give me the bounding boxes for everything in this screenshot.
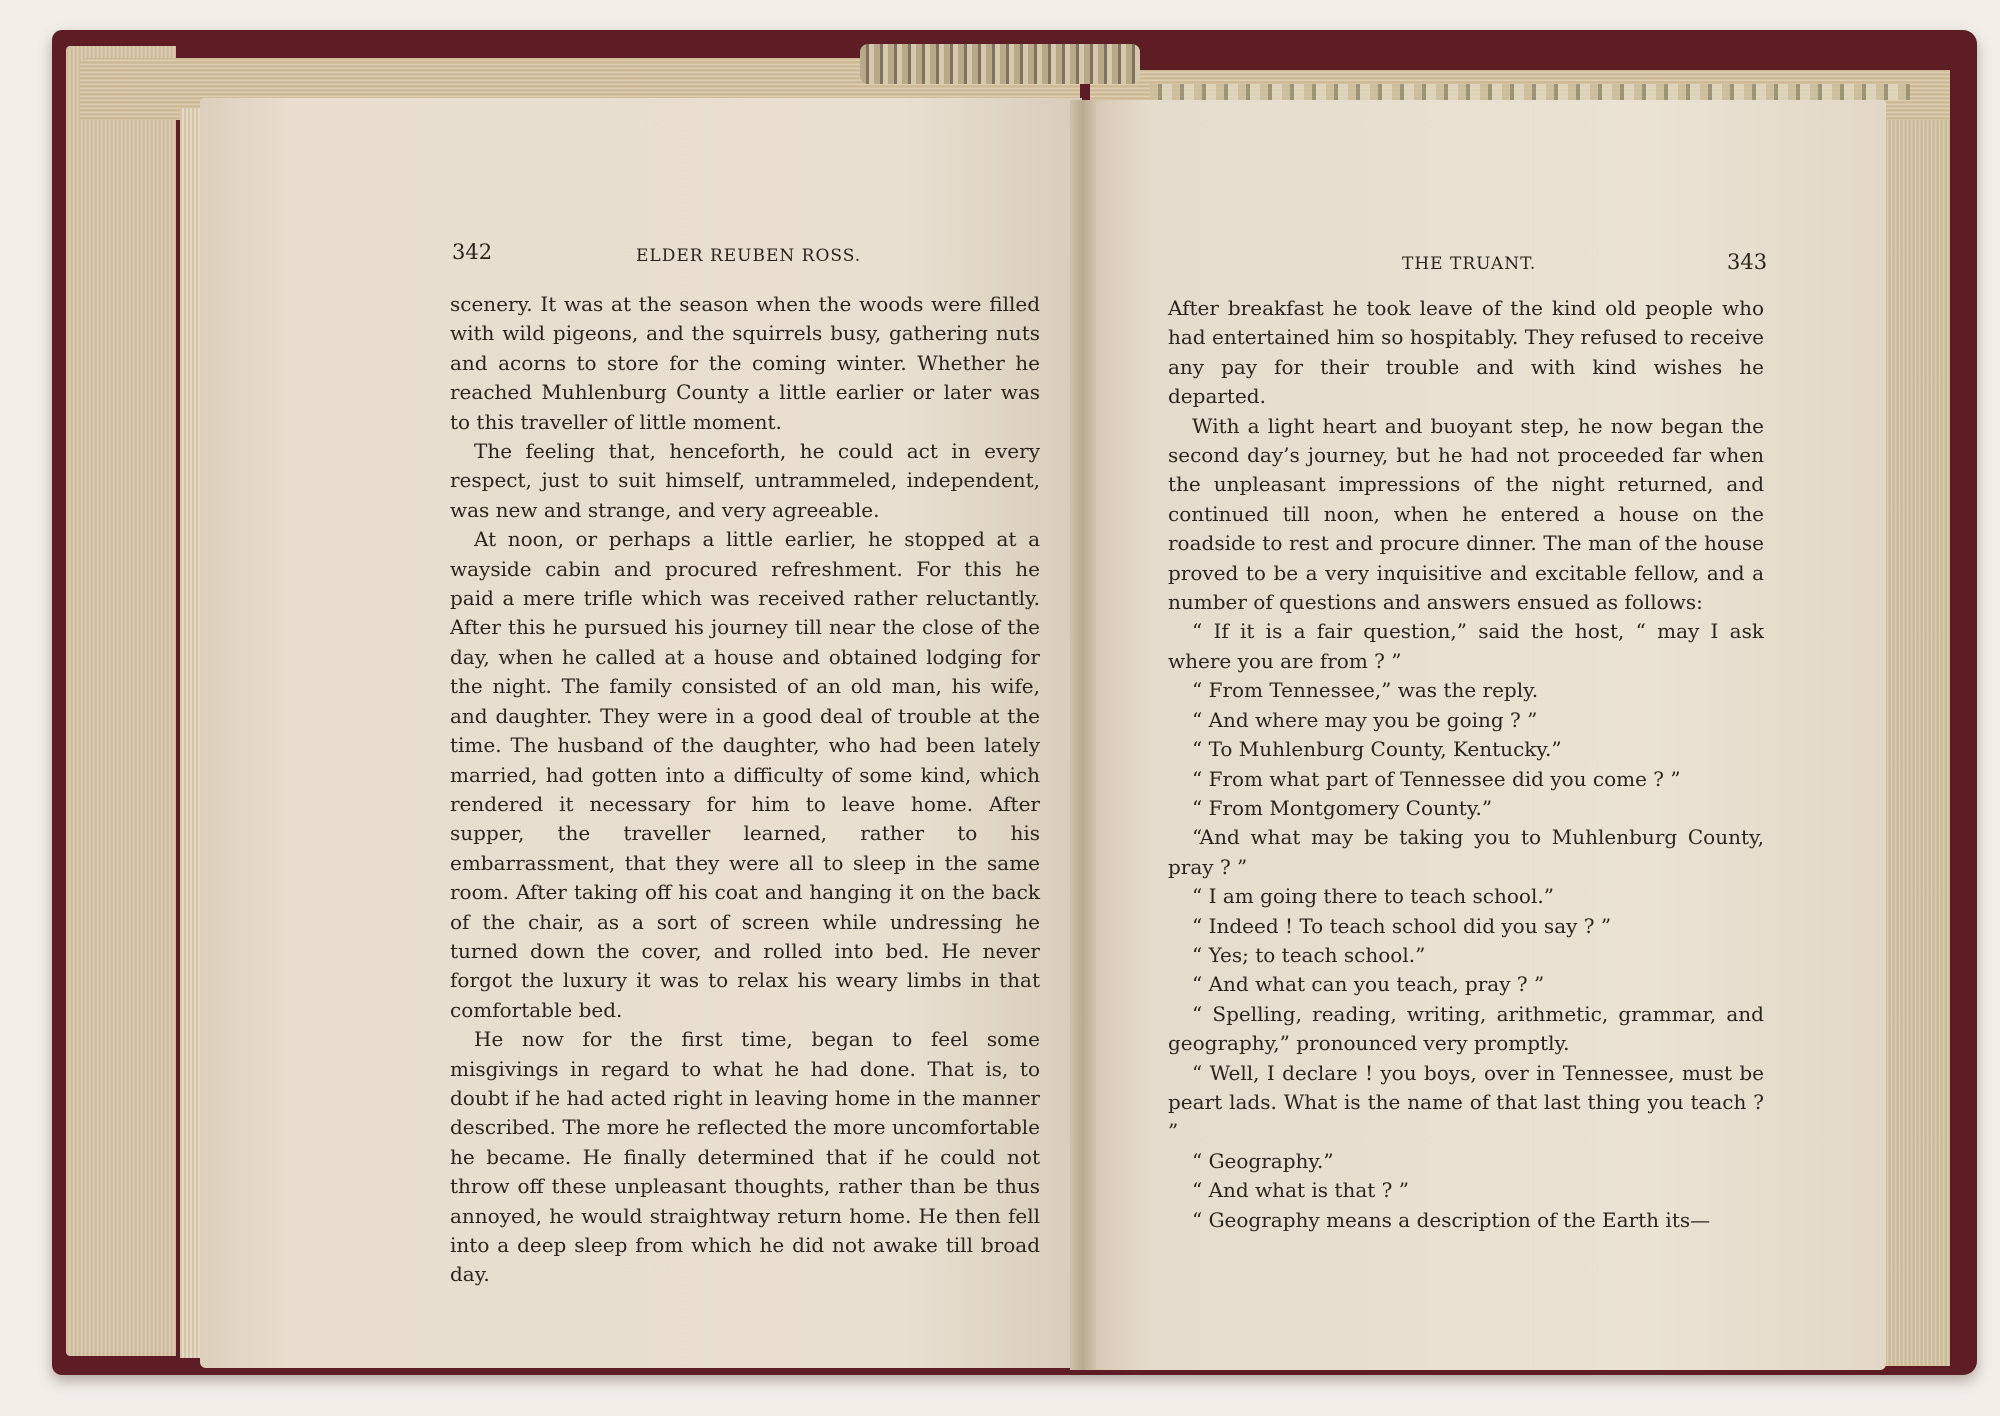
dialogue-line: “ And what can you teach, pray ? ”: [1192, 972, 1545, 997]
paragraph: scenery. It was at the season when the woods were filled with wild pigeons, and the squirrels busy, gathering nuts and acorns to store for the coming winter. Whether he reached Muhlenburg County a little earlier or later was to this traveller of little moment.: [450, 292, 1040, 434]
dialogue-line: “ And what is that ? ”: [1192, 1178, 1409, 1203]
dialogue-line: “ From Montgomery County.”: [1192, 795, 1493, 820]
dialogue-line: “ And where may you be going ? ”: [1192, 707, 1538, 732]
dialogue-line: “ Geography means a description of the Earth its—: [1192, 1207, 1711, 1232]
left-running-head: ELDER REUBEN ROSS.: [636, 246, 862, 266]
right-page-number: 343: [1727, 250, 1768, 274]
dialogue-line: “ Indeed ! To teach school did you say ? ”: [1192, 913, 1612, 938]
dialogue-line: “ Spelling, reading, writing, arithmetic, grammar, and geography,” pronounced very promptly.: [1168, 1001, 1764, 1056]
spine-headband: [860, 44, 1140, 84]
dialogue-line: “ From what part of Tennessee did you come ? ”: [1192, 766, 1681, 791]
dialogue-line: “ If it is a fair question,” said the host, “ may I ask where you are from ? ”: [1168, 619, 1764, 673]
right-running-head: THE TRUANT.: [1402, 254, 1537, 274]
left-page-text: [450, 290, 1040, 1290]
dialogue-line: “ Geography.”: [1192, 1148, 1334, 1173]
left-page-number: 342: [452, 240, 493, 264]
paragraph: The feeling that, henceforth, he could act in every respect, just to suit himself, untrammeled, independent, was new and strange, and very agreeable.: [450, 439, 1040, 522]
dialogue-line: “And what may be taking you to Muhlenburg County, pray ? ”: [1168, 825, 1764, 879]
dialogue-line: “ To Muhlenburg County, Kentucky.”: [1192, 737, 1562, 762]
page-block-left-edge: [66, 46, 176, 1356]
dialogue-line: “ Well, I declare ! you boys, over in Tennessee, must be peart lads. What is the name of that last thing you teach ? ”: [1168, 1060, 1764, 1144]
paragraph: At noon, or perhaps a little earlier, he stopped at a wayside cabin and procured refreshment. For this he paid a mere trifle which was received rather reluctantly. After this he pursued his journey till near the close of the day, when he called at a house and obtained lodging for the night. The family consisted of an old man, his wife, and daughter. They were in a good deal of trouble at the time. The husband of the daughter, who had been lately married, had gotten into a difficulty of some kind, which rendered it necessary for him to leave home. After supper, the traveller learned, rather to his embarrassment, that they were all to sleep in the same room. After taking off his coat and hanging it on the back of the chair, as a sort of screen while undressing he turned down the cover, and rolled into bed. He never forgot the luxury it was to relax his weary limbs in that comfortable bed.: [450, 527, 1040, 1022]
dialogue-line: “ Yes; to teach school.”: [1192, 942, 1426, 967]
dialogue-line: “ I am going there to teach school.”: [1192, 884, 1554, 909]
right-page-text: [1168, 294, 1764, 1235]
paragraph: After breakfast he took leave of the kind old people who had entertained him so hospitably. They refused to receive any pay for their trouble and with kind wishes he departed.: [1168, 296, 1764, 409]
paragraph: He now for the first time, began to feel some misgivings in regard to what he had done. That is, to doubt if he had acted right in leaving home in the manner described. The more he reflected the more uncomfortable he became. He finally determined that if he could not throw off these unpleasant thoughts, rather than be thus annoyed, he would straightway return home. He then fell into a deep sleep from which he did not awake till broad day.: [450, 1027, 1040, 1287]
page-block-right-edge: [1880, 86, 1950, 1366]
marbled-edge: [1150, 84, 1910, 100]
paragraph: With a light heart and buoyant step, he now began the second day’s journey, but he had not proceeded far when the unpleasant impressions of the night returned, and continued till noon, when he entered a house on the roadside to rest and procure dinner. The man of the house proved to be a very inquisitive and excitable fellow, and a number of questions and answers ensued as follows:: [1168, 413, 1764, 615]
dialogue-line: “ From Tennessee,” was the reply.: [1192, 678, 1539, 703]
book-gutter: [1070, 100, 1096, 1370]
